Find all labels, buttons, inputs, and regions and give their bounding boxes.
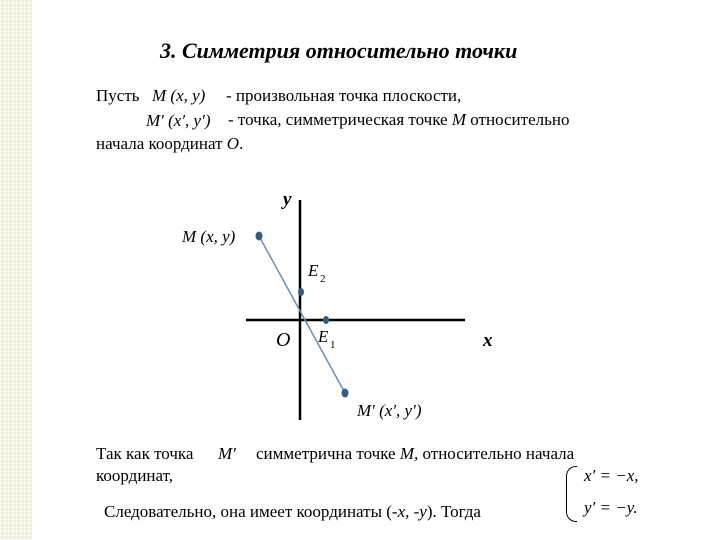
point-E1-subscript: 1 [330,339,336,351]
symmetry-segment [259,236,345,393]
point-M-formula: M (x, y) [152,86,206,105]
intro-line2-M: M [451,110,467,129]
system-eq1: x′ = −x, [584,466,639,485]
system-eq2: y′ = −y. [584,498,638,517]
origin-label: O [276,329,291,351]
conclusion-line3-b: ). Тогда [426,502,481,521]
point-E2-label: E [308,261,319,280]
intro-line3-O: O [226,134,240,153]
conclusion-line1-M: M, [399,444,419,463]
system-brace [566,466,577,522]
point-M-prime-label: M′ (x′, y′) [357,401,422,420]
axis-y-label: y [283,189,292,210]
point-E1-label: E [318,327,329,346]
intro-line1-prefix: Пусть [96,86,140,105]
point-E2-subscript: 2 [320,273,326,285]
point-E2-dot [298,288,304,296]
intro-line1-suffix: - произвольная точка плоскости, [226,86,462,105]
conclusion-line1-suffix: относительно начала [418,444,575,463]
point-M-prime-dot [342,389,349,398]
point-E1-dot [323,316,329,324]
point-M-label: M (x, y) [182,227,236,246]
slide-title: 3. Симметрия относительно точки [160,38,518,63]
point-M-dot [256,232,263,241]
intro-line3-text: начала координат [96,134,227,153]
conclusion-line1-prefix: Так как точка [96,444,194,463]
conclusion-line1-rest [256,444,574,464]
conclusion-line3-coords: -x, -y [391,502,427,521]
axis-x-label: x [483,330,493,351]
point-M-prime-formula: M′ (x′, y′) [146,111,211,130]
conclusion-line3-a: Следовательно, она имеет координаты ( [104,502,392,521]
conclusion-line1-mid: симметрична точке [256,444,400,463]
conclusion-line3 [104,502,481,522]
intro-line2-text-b: относительно [466,110,570,129]
conclusion-M-prime: M′ [218,444,236,463]
intro-line3-end: . [239,134,244,153]
intro-line2-text-a: - точка, симметрическая точке [228,110,452,129]
conclusion-line2: координат, [96,466,174,485]
